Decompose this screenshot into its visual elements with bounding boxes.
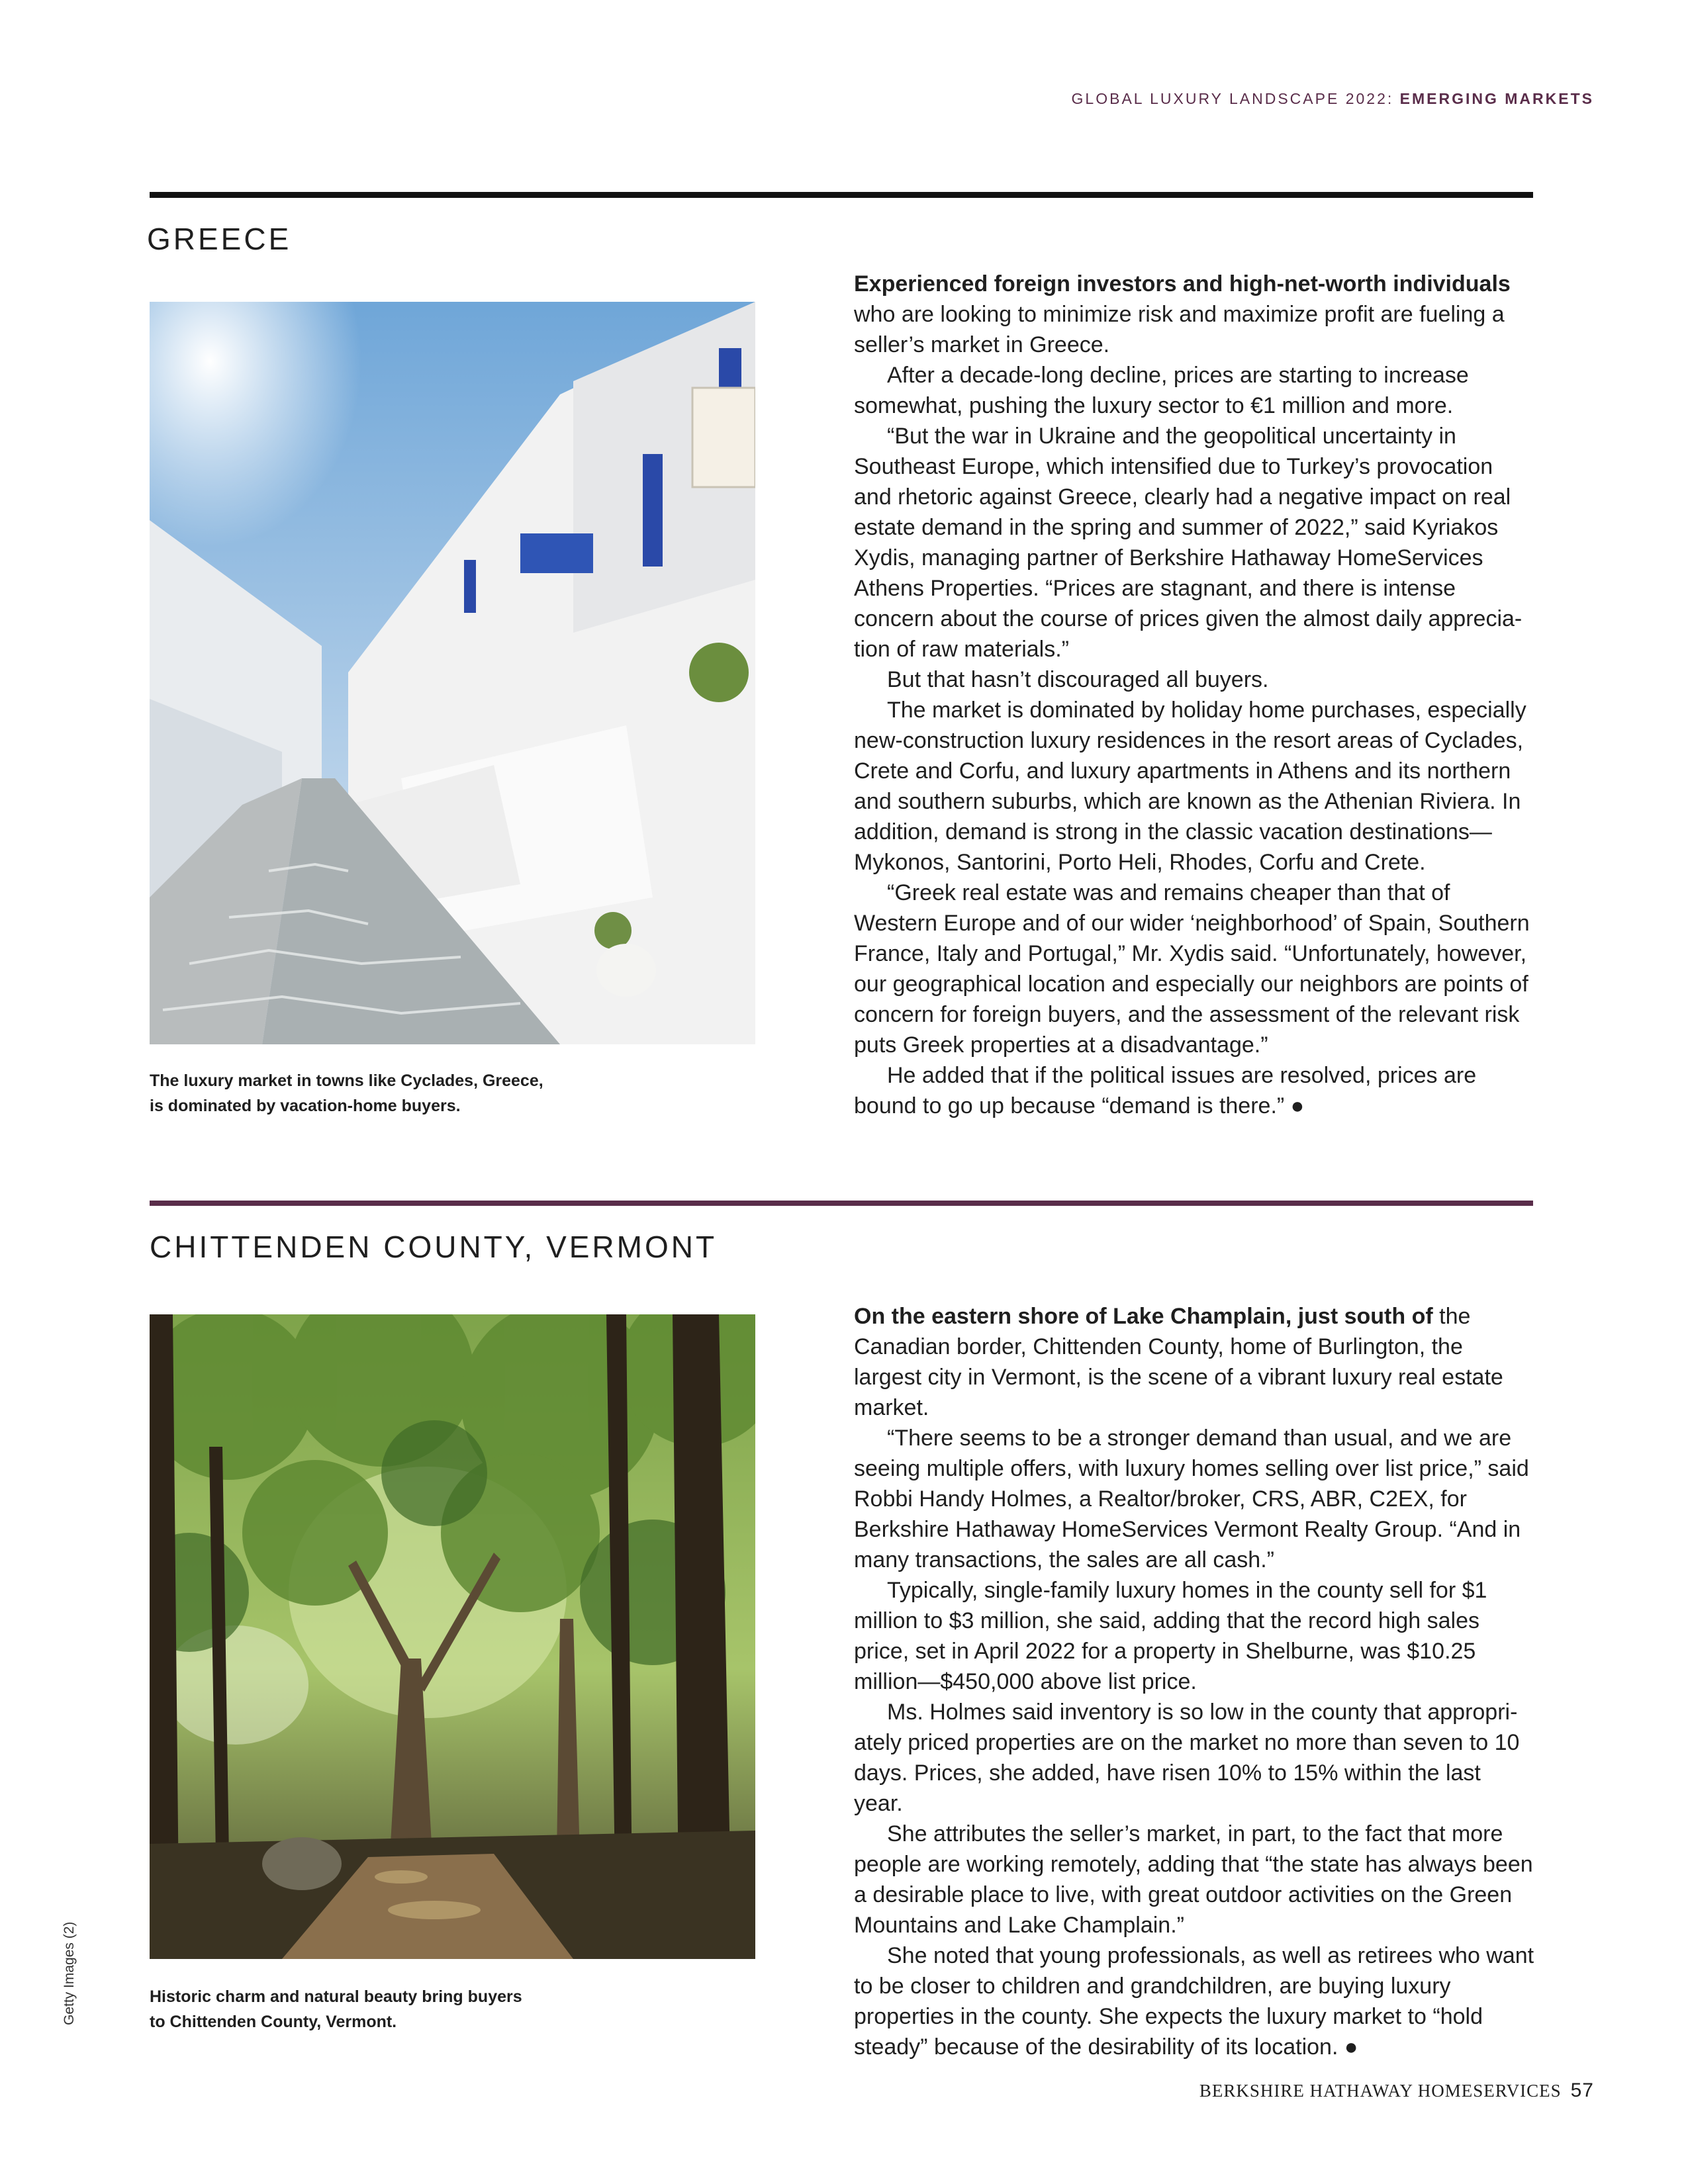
vermont-paragraph: “There seems to be a stronger demand than usual, and we are seeing multiple offers, with luxury homes selling over list price,” said Robbi Handy Holmes, a Realtor/broker, CRS, ABR, C2EX, for Berkshire Hathaway HomeServices Vermont Realty Group. “And in many transactions, the sales are all cash.” xyxy=(854,1426,1529,1572)
vermont-paragraph: She noted that young professionals, as well as retirees who want to be closer to children and grandchildren, are buying luxury properties in the county. She expects the luxury market to “hold steady” because of the desirability of its location. ● xyxy=(854,1943,1534,2060)
greece-photo-caption xyxy=(150,1068,719,1118)
greece-caption-line-2: is dominated by vacation-home buyers. xyxy=(150,1097,461,1115)
vermont-lead-bold: On the eastern shore of Lake Champlain, just south of xyxy=(854,1304,1433,1329)
greece-caption-line-1: The luxury market in towns like Cyclades, Greece, xyxy=(150,1071,543,1090)
running-head-section: EMERGING MARKETS xyxy=(1399,90,1594,107)
vermont-photo-caption xyxy=(150,1984,719,2034)
vermont-paragraph: Typically, single-family luxury homes in the county sell for $1 million to $3 million, she said, adding that the record high sales price, set in April 2022 for a property in Shelburne, was $10.25 million—$450,000 above list price. xyxy=(854,1578,1487,1694)
running-head xyxy=(1072,90,1594,108)
greece-paragraph: “Greek real estate was and remains cheaper than that of Western Europe and of our wider ‘neighborhood’ of Spain, Southern France, Italy and Portugal,” Mr. Xydis said. “Unfortunately, however, our geographical location and especially our neighbors are points of concern for foreign buyers, and the assessment of the relevant risk puts Greek properties at a disadvantage.” xyxy=(854,880,1530,1058)
vermont-caption-line-1: Historic charm and natural beauty bring buyers xyxy=(150,1987,522,2006)
greece-lead-rest: who are looking to minimize risk and maximize profit are fueling a seller’s market in Greece. xyxy=(854,302,1505,357)
section-divider-vermont xyxy=(150,1201,1533,1206)
section-title-vermont: CHITTENDEN COUNTY, VERMONT xyxy=(150,1230,718,1264)
greece-lead-bold: Experienced foreign investors and high-net-worth individuals xyxy=(854,271,1511,296)
footer-brand: BERKSHIRE HATHAWAY HOMESERVICES xyxy=(1199,2081,1562,2101)
greece-paragraph: The market is dominated by holiday home purchases, especially new-construction luxury residences in the resort areas of Cyclades, Crete and Corfu, and luxury apartments in Athens and its northern and southern suburbs, which are known as the Athenian Riviera. In addition, demand is strong in the classic vacation destinations—Mykonos, Santorini, Porto Heli, Rhodes, Corfu and Crete. xyxy=(854,698,1526,875)
greece-article-body xyxy=(854,269,1536,1121)
vermont-caption-line-2: to Chittenden County, Vermont. xyxy=(150,2013,397,2031)
greece-paragraph: But that hasn’t discouraged all buyers. xyxy=(887,667,1269,692)
page-footer xyxy=(1199,2079,1594,2102)
page-number: 57 xyxy=(1570,2079,1594,2101)
greece-lead-paragraph xyxy=(854,269,1536,360)
photo-credit: Getty Images (2) xyxy=(62,1921,77,2025)
greece-paragraph: He added that if the political issues are resolved, prices are bound to go up because “demand is there.” ● xyxy=(854,1063,1477,1118)
vermont-lead-rest: the Canadian border, Chittenden County, home of Burlington, the largest city in Vermont, is the scene of a vibrant luxury real estate market. xyxy=(854,1304,1503,1420)
vermont-lead-paragraph xyxy=(854,1301,1536,1423)
running-head-prefix: GLOBAL LUXURY LANDSCAPE 2022: xyxy=(1071,90,1394,107)
greece-paragraph: After a decade-long decline, prices are starting to increase somewhat, pushing the luxury sector to €1 million and more. xyxy=(854,363,1469,418)
greece-paragraph: “But the war in Ukraine and the geopolitical uncertainty in Southeast Europe, which intensified due to Turkey’s provocation and rhetoric against Greece, clearly had a negative impact on real estate demand in the spring and summer of 2022,” said Kyriakos Xydis, managing partner of Berkshire Hathaway HomeServices Athens Properties. “Prices are stagnant, and there is intense concern about the course of prices given the almost daily appreciation of raw materials.” xyxy=(854,424,1523,662)
section-title-greece: GREECE xyxy=(147,222,292,256)
section-divider-greece xyxy=(150,192,1533,198)
vermont-forest-photo xyxy=(150,1314,755,1959)
vermont-paragraph: She attributes the seller’s market, in part, to the fact that more people are working remotely, adding that “the state has always been a desirable place to live, with great outdoor activities on the Green Mountains and Lake Champlain.” xyxy=(854,1821,1533,1938)
vermont-paragraph: Ms. Holmes said inventory is so low in the county that appropriately priced properties are on the market no more than seven to 10 days. Prices, she added, have risen 10% to 15% within the last year. xyxy=(854,1700,1520,1816)
greece-street-photo xyxy=(150,302,755,1044)
vermont-article-body xyxy=(854,1301,1536,2062)
